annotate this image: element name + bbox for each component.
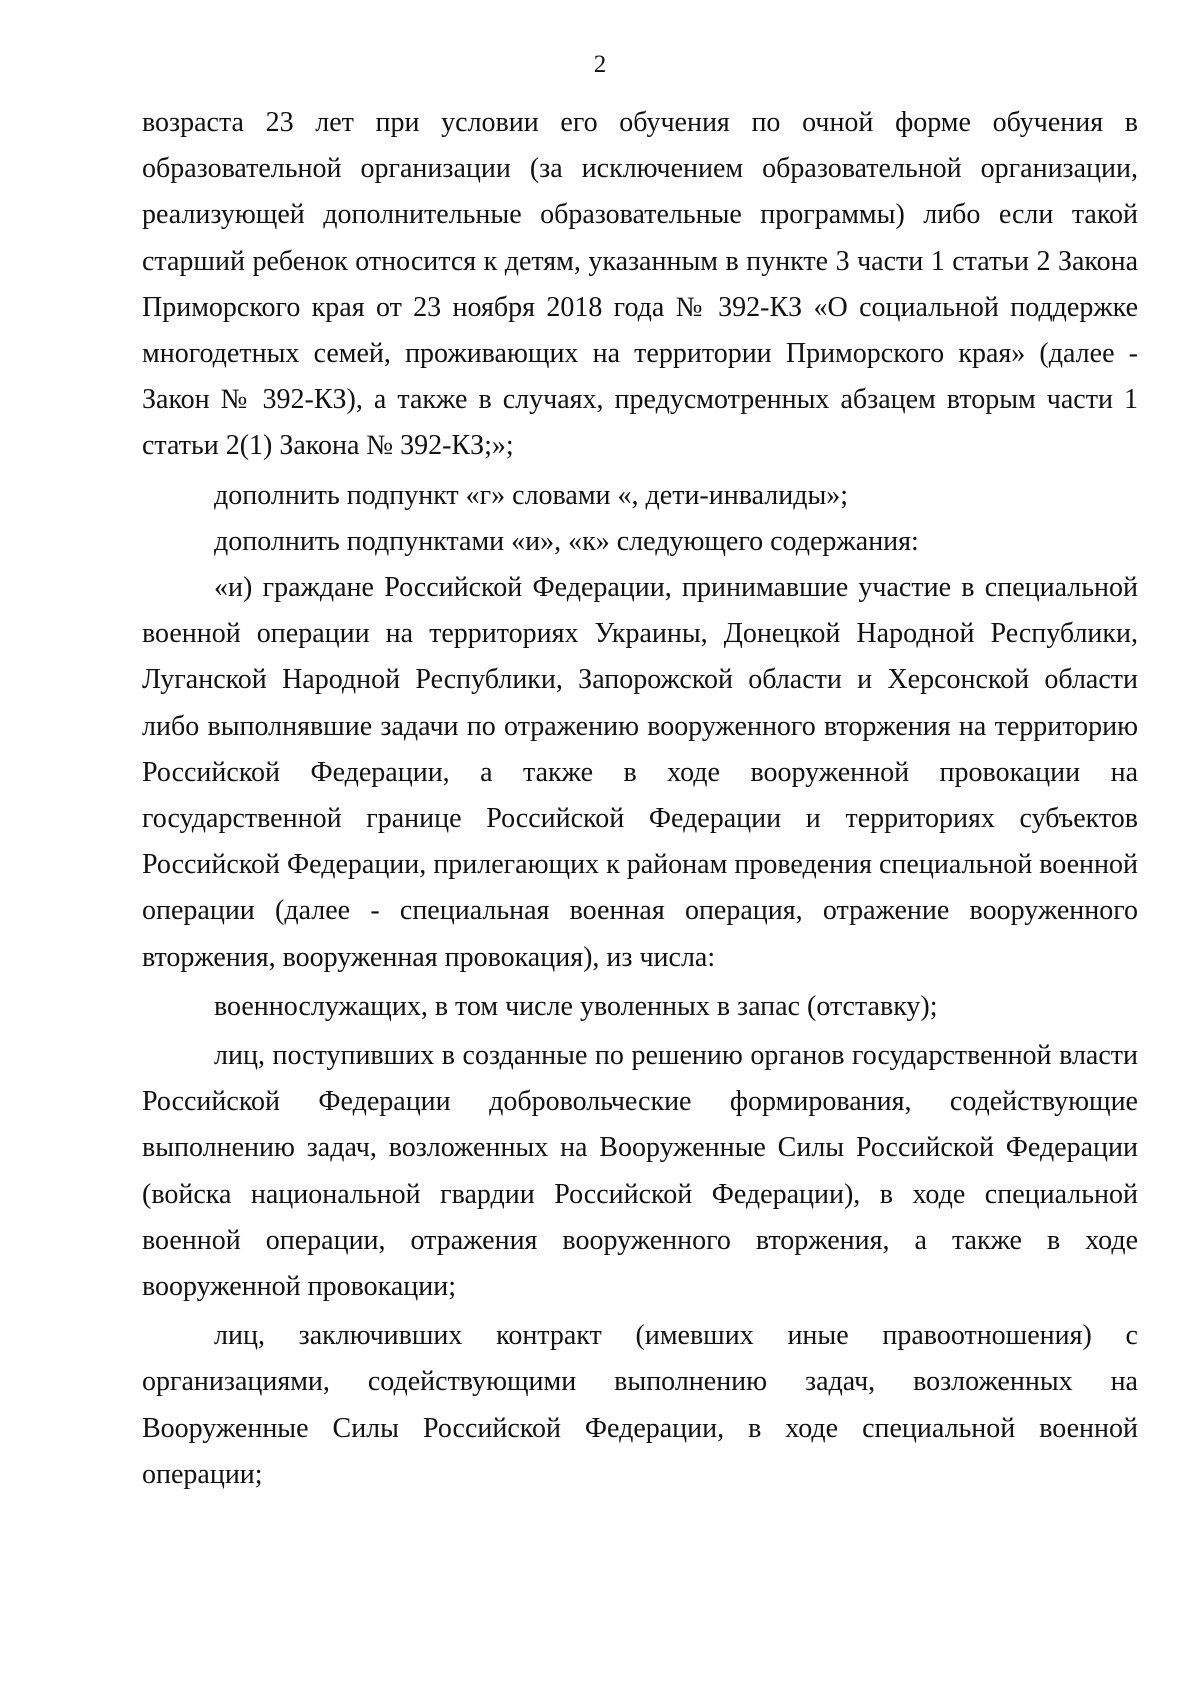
page-number: 2 (593, 51, 607, 78)
document-body (142, 100, 1138, 1498)
paragraph-volunteers: лиц, поступивших в созданные по решению органов государственной власти Российской Федерации добровольческие формирования, содействующие выполнению задач, возложенных на Вооруженные Силы Российской Федерации (войска национальной гвардии Российской Федерации), в ходе специальной военной операции, отражения вооруженного вторжения, а также в ходе вооруженной провокации; (142, 1040, 1138, 1303)
paragraph-continuation: возраста 23 лет при условии его обучения по очной форме обучения в образовательной организации (за исключением образовательной организации, реализующей дополнительные образовательные программы) либо если такой старший ребенок относится к детям, указанным в пункте 3 части 1 статьи 2 Закона Приморского края от 23 ноября 2018 года № 392-КЗ «О социальной поддержке многодетных семей, проживающих на территории Приморского края» (далее - Закон № 392-КЗ), а также в случаях, предусмотренных абзацем вторым части 1 статьи 2(1) Закона № 392-КЗ;»; (142, 107, 1138, 462)
paragraph-contractors: лиц, заключивших контракт (имевших иные правоотношения) с организациями, содействующими выполнению задач, возложенных на Вооруженные Силы Российской Федерации, в ходе специальной военной операции; (142, 1320, 1138, 1490)
paragraph-subitem-i: «и) граждане Российской Федерации, принимавшие участие в специальной военной операции на территориях Украины, Донецкой Народной Республики, Луганской Народной Республики, Запорожской области и Херсонской области либо выполнявшие задачи по отражению вооруженного вторжения на территорию Российской Федерации, а также в ходе вооруженной провокации на государственной границе Российской Федерации и территориях субъектов Российской Федерации, прилегающих к районам проведения специальной военной операции (далее - специальная военная операция, отражение вооруженного вторжения, вооруженная провокация), из числа: (142, 572, 1138, 973)
paragraph-servicemen: военнослужащих, в том числе уволенных в запас (отставку); (214, 990, 938, 1022)
paragraph-add-subitems: дополнить подпунктами «и», «к» следующего содержания: (214, 525, 919, 557)
paragraph-amend-subitem-g: дополнить подпункт «г» словами «, дети-инвалиды»; (214, 479, 849, 511)
